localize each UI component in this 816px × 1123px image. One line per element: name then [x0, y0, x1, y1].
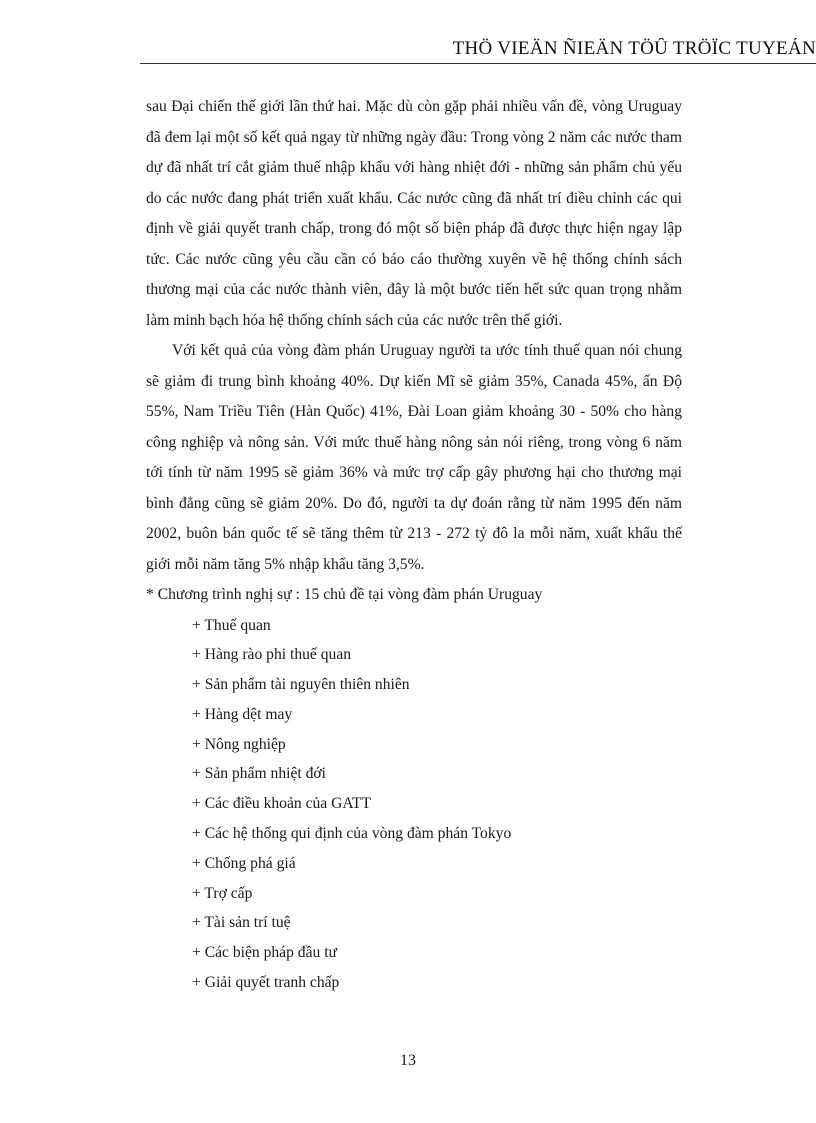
- body-paragraph: sau Đại chiến thế giới lần thứ hai. Mặc dù còn gặp phải nhiều vấn đề, vòng Uruguay đã đem lại một số kết quả ngay từ những ngày đầu: Trong vòng 2 năm các nước tham dự đã nhất trí cắt giảm thuế nhập khẩu với hàng nhiệt đới - những sản phẩm chủ yếu do các nước đang phát triển xuất khẩu. Các nước cũng đã nhất trí điều chỉnh các qui định về giải quyết tranh chấp, trong đó một số biện pháp đã được thực hiện ngay lập tức. Các nước cũng yêu cầu cần có báo cáo thường xuyên về hệ thống chính sách thương mại của các nước thành viên, đây là một bước tiến hết sức quan trọng nhằm làm minh bạch hóa hệ thống chính sách của các nước trên thế giới.: [146, 98, 682, 329]
- body-paragraph: Với kết quả của vòng đàm phán Uruguay người ta ước tính thuế quan nói chung sẽ giảm đi trung bình khoảng 40%. Dự kiến Mĩ sẽ giảm 35%, Canada 45%, ấn Độ 55%, Nam Triều Tiên (Hàn Quốc) 41%, Đài Loan giảm khoảng 30 - 50% cho hàng công nghiệp và nông sản. Với mức thuế hàng nông sản nói riêng, trong vòng 6 năm tới tính từ năm 1995 sẽ giảm 36% và mức trợ cấp gây phương hại cho thương mại bình đẳng cũng sẽ giảm 20%. Do đó, người ta dự đoán rằng từ năm 1995 đến năm 2002, buôn bán quốc tế sẽ tăng thêm từ 213 - 272 tỷ đô la mỗi năm, xuất khẩu thế giới mỗi năm tăng 5% nhập khẩu tăng 3,5%.: [146, 342, 682, 573]
- agenda-item: + Hàng dệt may: [192, 705, 293, 723]
- agenda-item: + Hàng rào phi thuế quan: [192, 646, 352, 664]
- page-number: 13: [400, 1052, 416, 1069]
- agenda-item: + Tài sản trí tuệ: [192, 914, 291, 932]
- agenda-item: + Sản phẩm nhiệt đới: [192, 765, 326, 783]
- agenda-list: [192, 611, 682, 998]
- agenda-item: + Nông nghiệp: [192, 735, 286, 753]
- agenda-heading: * Chương trình nghị sự : 15 chủ đề tại vòng đàm phán Uruguay: [146, 586, 543, 603]
- agenda-item: + Giải quyết tranh chấp: [192, 974, 340, 992]
- agenda-item: + Các điều khoản của GATT: [192, 795, 371, 813]
- header-rule: [140, 63, 816, 64]
- agenda-item: + Các hệ thống qui định của vòng đàm phán Tokyo: [192, 825, 512, 843]
- agenda-item: + Các biện pháp đầu tư: [192, 944, 337, 962]
- agenda-item: + Thuế quan: [192, 616, 271, 634]
- running-header: THÖ VIEÄN ÑIEÄN TÖÛ TRÖÏC TUYEÁN: [452, 38, 816, 59]
- page-body: [146, 92, 682, 998]
- agenda-item: + Sản phẩm tài nguyên thiên nhiên: [192, 676, 410, 694]
- agenda-item: + Chống phá giá: [192, 854, 296, 872]
- agenda-item: + Trợ cấp: [192, 884, 253, 902]
